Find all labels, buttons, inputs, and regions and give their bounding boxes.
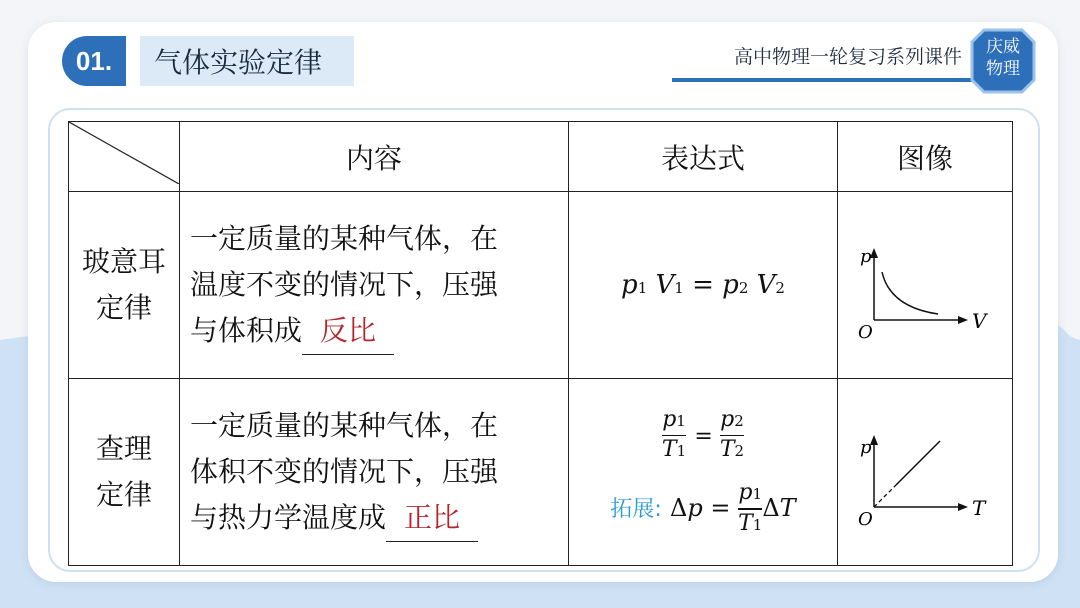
graph-boyle-svg: [838, 192, 1012, 374]
law-content-charles: 一定质量的某种气体，在 体积不变的情况下，压强 与热力学温度成 正比: [180, 379, 569, 566]
header-graph: 图像: [838, 122, 1013, 192]
logo-text: 庆威 物理: [986, 37, 1020, 79]
expression-charles: [569, 379, 838, 566]
header-content: 内容: [180, 122, 569, 192]
expression-boyle: p1 V1 = p2 V2: [569, 192, 838, 379]
graph-charles: [838, 379, 1013, 566]
section-number: 01.: [62, 36, 126, 86]
graph-x-label: T: [972, 496, 986, 520]
corner-cell: [69, 122, 180, 192]
extension-label: 拓展:: [610, 496, 662, 522]
table-row-boyle: [69, 192, 1013, 379]
isochore-extrapolation: [874, 485, 896, 507]
table-row-charles: [69, 379, 1013, 566]
table-header-row: [69, 122, 1013, 192]
graph-charles-svg: [838, 379, 1012, 561]
x-axis-arrow: [958, 503, 968, 511]
isochore-line: [896, 441, 940, 485]
x-axis-arrow: [958, 316, 968, 324]
charles-formula: $\frac{p1}{T1}$ = $\frac{p2}{T2}$: [661, 406, 745, 462]
answer-blank-charles: 正比: [386, 495, 478, 542]
law-name-boyle: 玻意耳 定律: [69, 192, 180, 379]
graph-y-label: p: [860, 437, 872, 458]
answer-blank-boyle: 反比: [302, 308, 394, 355]
graph-origin: O: [858, 509, 873, 530]
graph-boyle: [838, 192, 1013, 379]
graph-origin: O: [858, 322, 873, 343]
isotherm-curve: [882, 272, 938, 314]
graph-x-label: V: [972, 309, 987, 333]
law-content-boyle: 一定质量的某种气体，在 温度不变的情况下，压强 与体积成 反比: [180, 192, 569, 379]
charles-extension: 拓展: Δp = $\frac{p1}{T1}$ ΔT: [610, 480, 796, 536]
header-expression: 表达式: [569, 122, 838, 192]
graph-y-label: p: [860, 246, 872, 267]
section-title: 气体实验定律: [140, 36, 354, 86]
corner-diagonal: [69, 122, 179, 184]
gas-laws-table: [68, 121, 1013, 566]
law-name-charles: 查理 定律: [69, 379, 180, 566]
series-title: 高中物理一轮复习系列课件: [733, 46, 962, 68]
series-underline: [672, 78, 972, 82]
